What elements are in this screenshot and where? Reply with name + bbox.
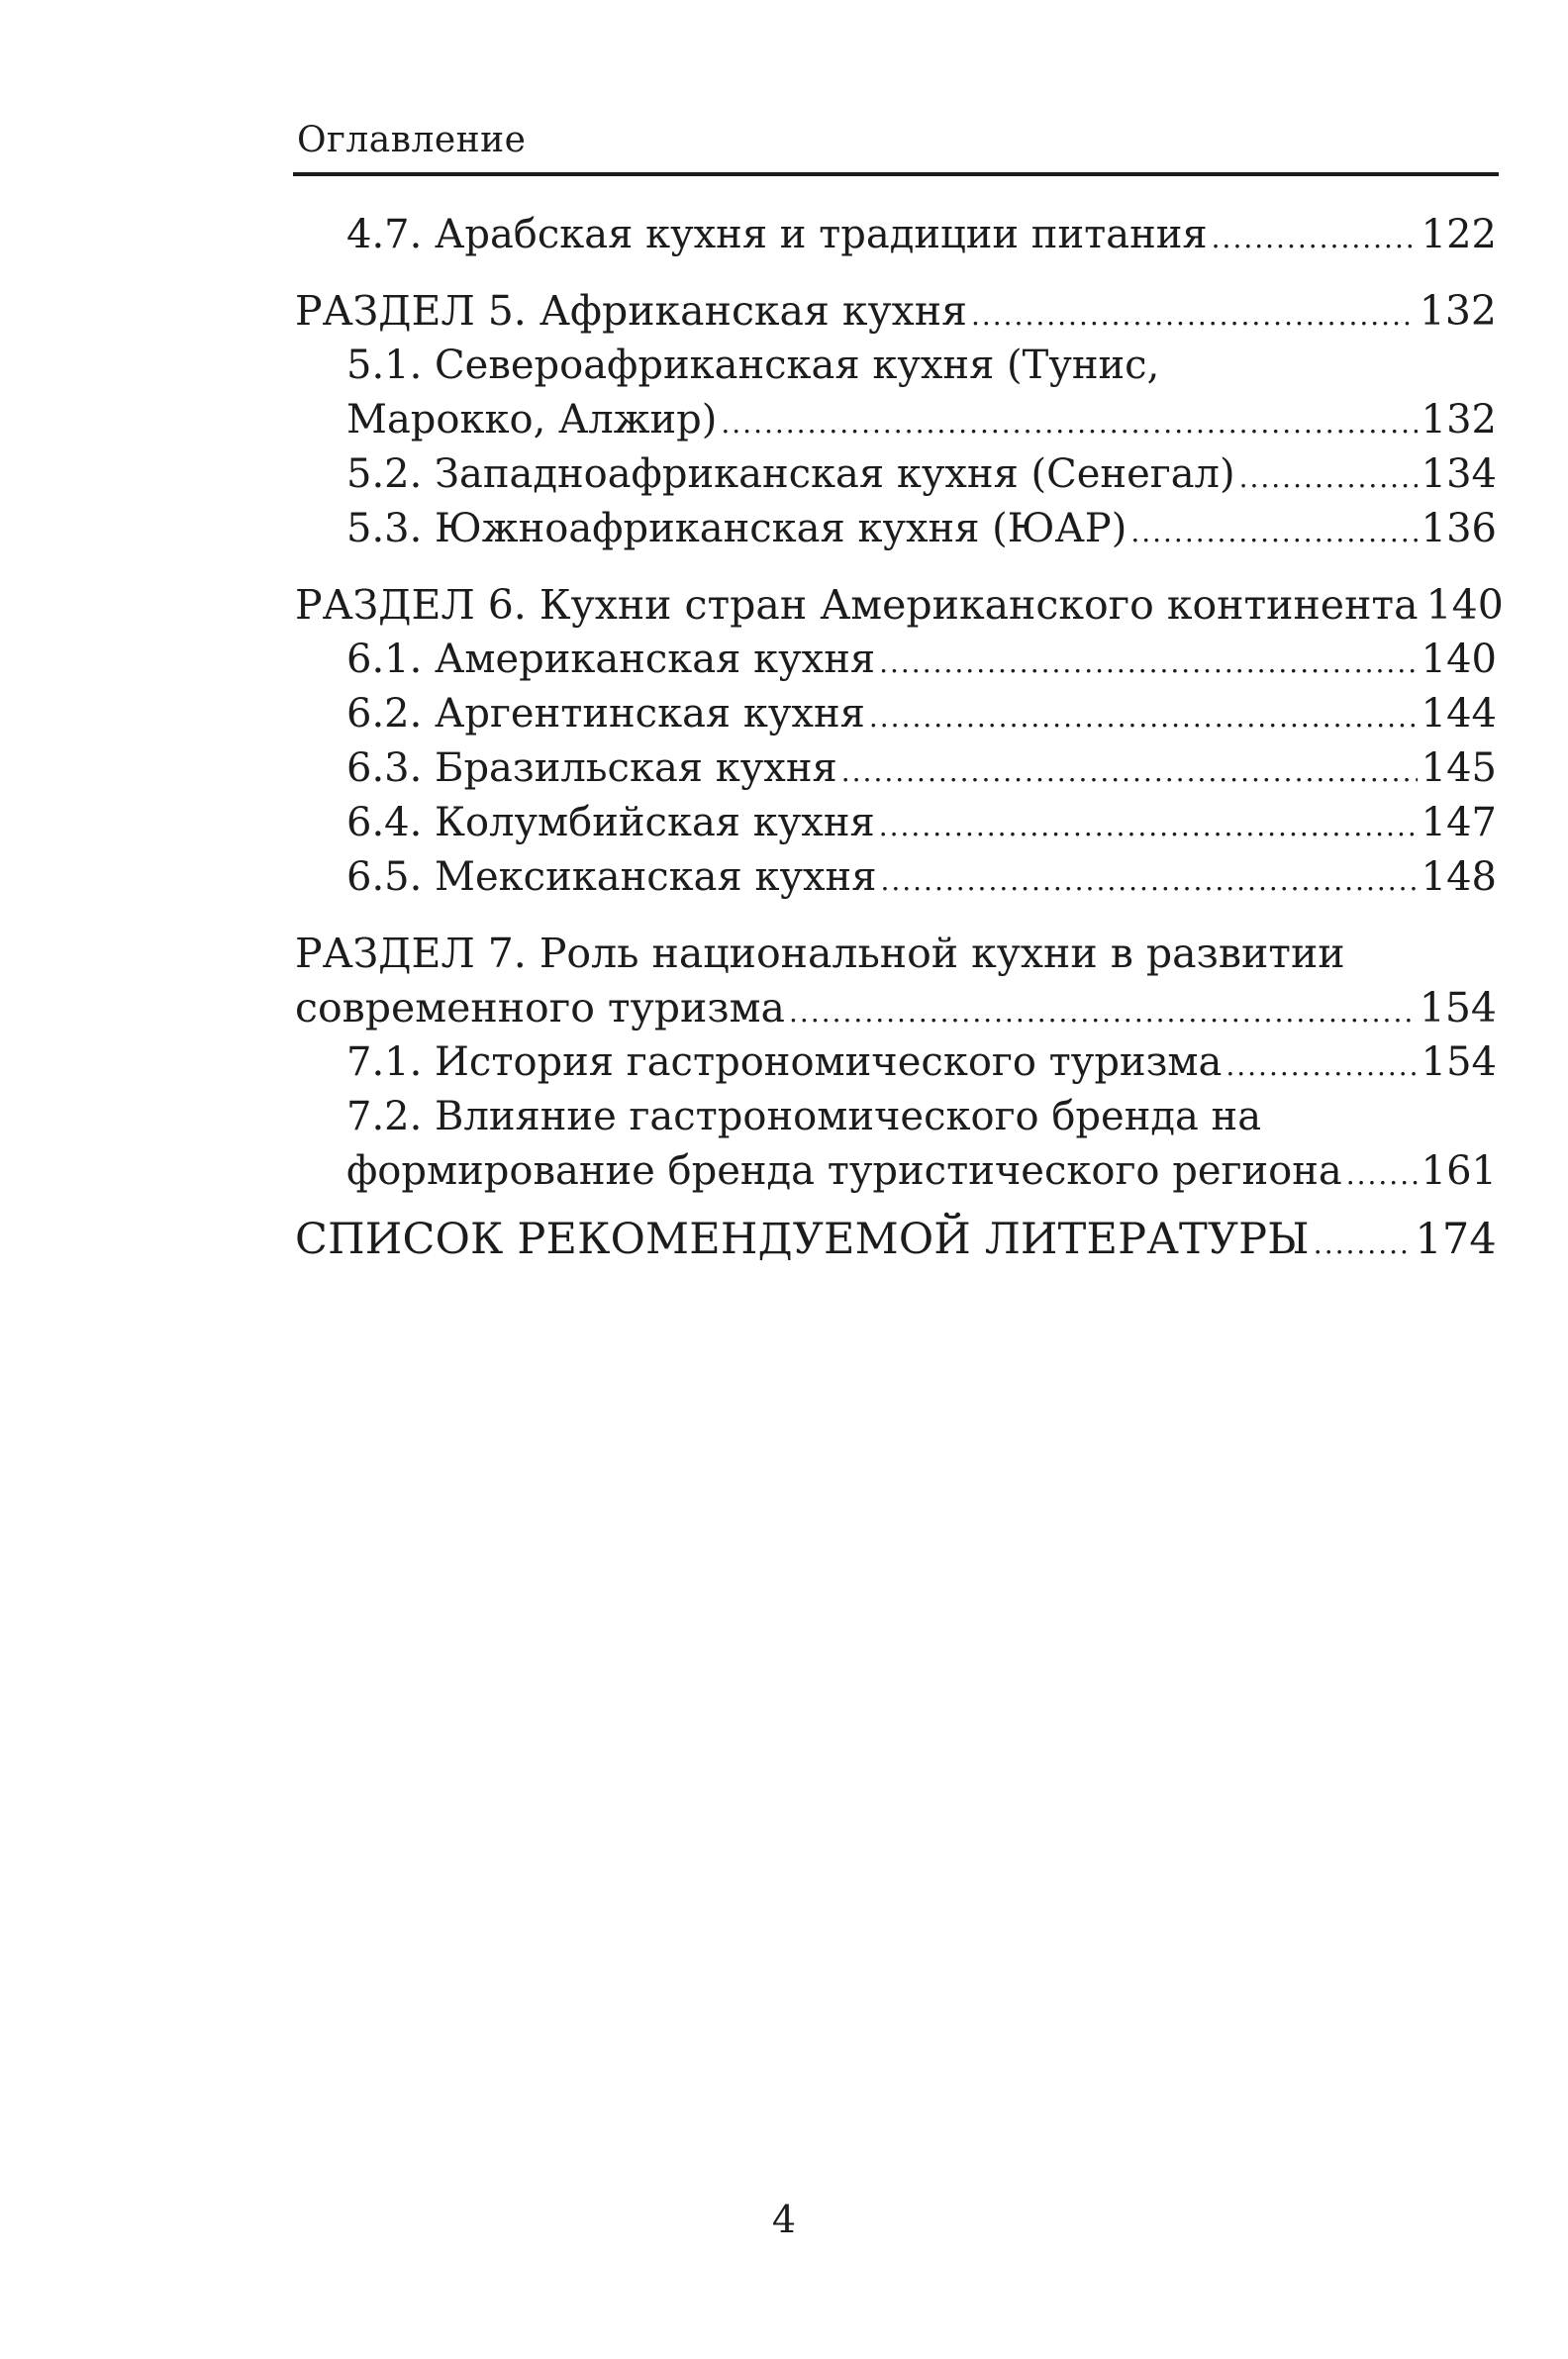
toc-entry-4-7[interactable]: [295, 208, 1497, 262]
toc-page-number: 145: [1421, 745, 1497, 791]
toc-page-number: 132: [1419, 287, 1497, 335]
toc-page-number: 136: [1421, 506, 1497, 551]
toc-entry-title: 7.2. Влияние гастрономического бренда на: [346, 1094, 1262, 1139]
toc-entry-title: 5.3. Южноафриканская кухня (ЮАР): [346, 506, 1127, 551]
toc-page-number: 161: [1421, 1148, 1497, 1194]
toc-section-7-line1[interactable]: [295, 927, 1497, 981]
toc-entry-title: 6.3. Бразильская кухня: [346, 745, 837, 791]
header-rule: [293, 172, 1499, 176]
toc-entry-5-1-line2[interactable]: [295, 393, 1497, 447]
toc-entry-6-2[interactable]: [295, 687, 1497, 741]
toc-section-5[interactable]: [295, 284, 1497, 339]
toc-entry-6-1[interactable]: [295, 633, 1497, 687]
toc-entry-7-2-line2[interactable]: [295, 1144, 1497, 1199]
toc-page-number: 148: [1421, 854, 1497, 900]
toc-section-7-line2[interactable]: [295, 981, 1497, 1035]
toc-page-number: 147: [1421, 800, 1497, 845]
toc-entry-title: 6.2. Аргентинская кухня: [346, 691, 865, 737]
running-header: Оглавление: [297, 120, 527, 160]
dot-leader: [1130, 505, 1417, 559]
dot-leader: [879, 799, 1418, 853]
dot-leader: [1212, 211, 1418, 265]
dot-leader: [1314, 1217, 1412, 1271]
toc-entry-5-2[interactable]: [295, 447, 1497, 502]
toc-entry-5-3[interactable]: [295, 502, 1497, 556]
toc-entry-6-3[interactable]: [295, 741, 1497, 796]
toc-entry-title-continued: формирование бренда туристического региона: [346, 1148, 1342, 1194]
dot-leader: [721, 396, 1417, 450]
dot-leader: [869, 690, 1418, 744]
toc-entry-title: 6.5. Мексиканская кухня: [346, 854, 877, 900]
toc-bibliography-title: СПИСОК РЕКОМЕНДУЕМОЙ ЛИТЕРАТУРЫ: [295, 1215, 1310, 1264]
toc-section-6[interactable]: [295, 578, 1504, 633]
table-of-contents: [295, 208, 1504, 1267]
dot-leader: [841, 744, 1418, 799]
toc-page-number: 132: [1421, 397, 1497, 442]
dot-leader: [971, 288, 1416, 343]
toc-entry-title: 4.7. Арабская кухня и традиции питания: [346, 212, 1208, 257]
page-number: 4: [771, 2198, 797, 2241]
dot-leader: [1225, 1038, 1417, 1093]
toc-entry-title: 5.2. Западноафриканская кухня (Сенегал): [346, 451, 1235, 497]
toc-entry-5-1-line1[interactable]: [295, 339, 1497, 393]
toc-section-title: РАЗДЕЛ 5. Африканская кухня: [295, 287, 967, 335]
dot-leader: [1346, 1147, 1418, 1202]
toc-entry-6-4[interactable]: [295, 796, 1497, 850]
toc-entry-title: 6.4. Колумбийская кухня: [346, 800, 875, 845]
toc-section-title-continued: современного туризма: [295, 984, 786, 1032]
toc-page-number: 144: [1421, 691, 1497, 737]
dot-leader: [1239, 450, 1418, 505]
toc-bibliography[interactable]: [295, 1213, 1497, 1267]
toc-section-title: РАЗДЕЛ 7. Роль национальной кухни в развитии: [295, 930, 1345, 977]
toc-page-number: 154: [1419, 984, 1497, 1032]
dot-leader: [880, 853, 1417, 908]
toc-page-number: 122: [1421, 212, 1497, 257]
dot-leader: [789, 985, 1416, 1039]
toc-entry-7-2-line1[interactable]: [295, 1090, 1497, 1144]
toc-section-title: РАЗДЕЛ 6. Кухни стран Американского континента: [295, 581, 1419, 629]
toc-entry-title-continued: Марокко, Алжир): [346, 397, 718, 442]
toc-page-number: 140: [1425, 581, 1504, 629]
toc-page-number: 174: [1415, 1215, 1497, 1264]
toc-entry-title: 5.1. Североафриканская кухня (Тунис,: [346, 343, 1160, 388]
toc-entry-6-5[interactable]: [295, 850, 1497, 905]
toc-page-number: 134: [1421, 451, 1497, 497]
toc-page-number: 154: [1421, 1039, 1497, 1085]
toc-entry-title: 7.1. История гастрономического туризма: [346, 1039, 1223, 1085]
toc-entry-7-1[interactable]: [295, 1035, 1497, 1090]
toc-entry-title: 6.1. Американская кухня: [346, 637, 876, 682]
toc-page-number: 140: [1421, 637, 1497, 682]
dot-leader: [879, 636, 1418, 690]
